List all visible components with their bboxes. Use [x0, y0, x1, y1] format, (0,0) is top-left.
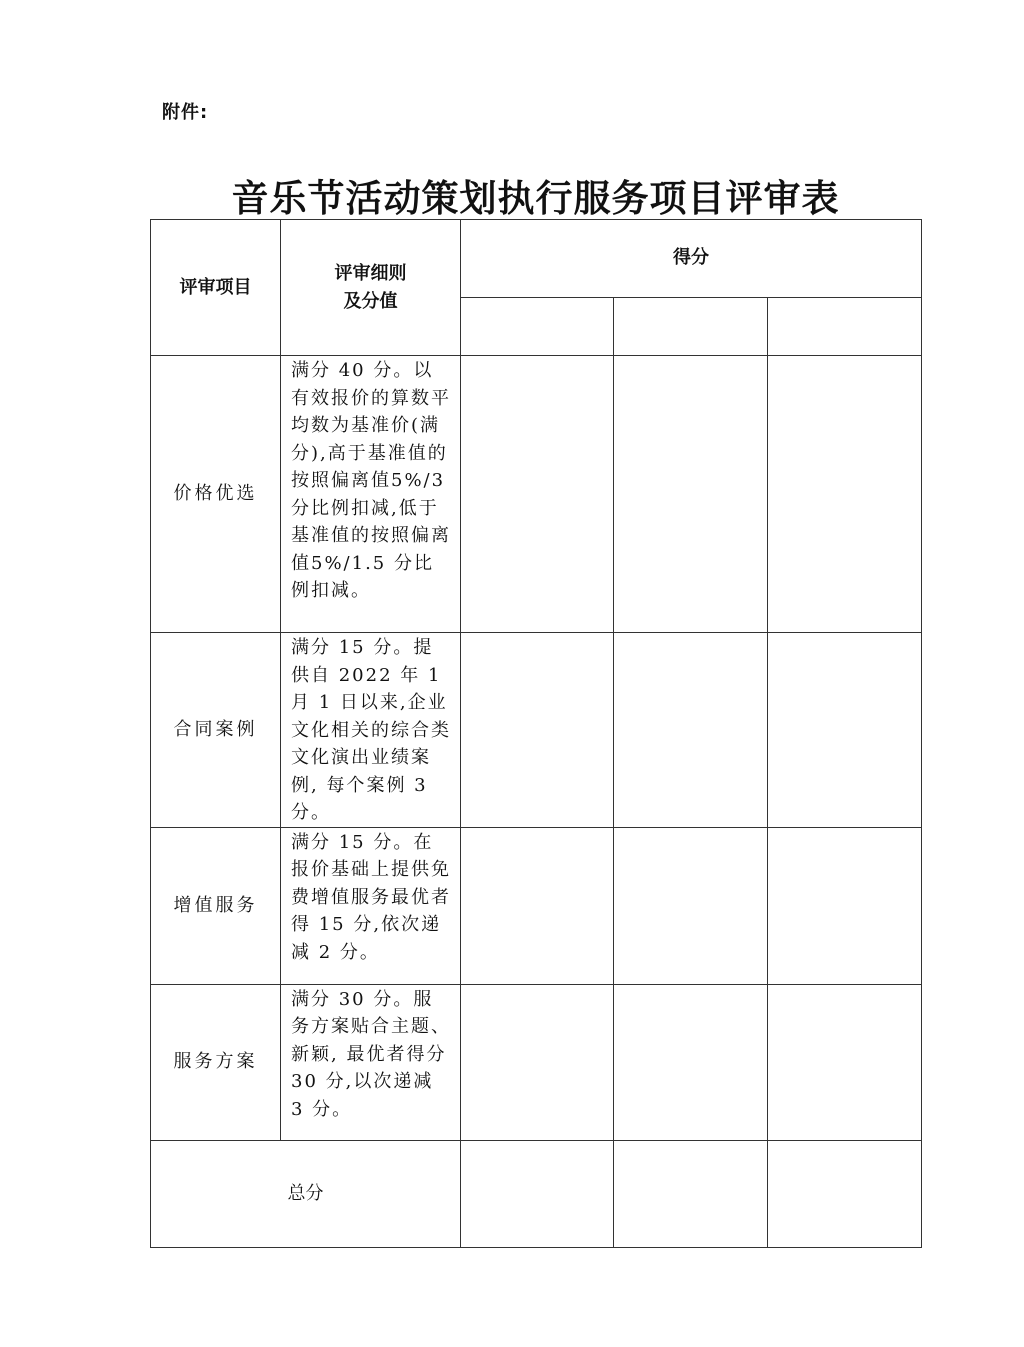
table-row — [151, 827, 922, 984]
score-column-cell[interactable] — [768, 298, 922, 356]
score-cell[interactable] — [461, 633, 614, 828]
score-column-cell[interactable] — [461, 298, 614, 356]
table-row — [151, 984, 922, 1140]
score-cell[interactable] — [461, 827, 614, 984]
score-cell[interactable] — [768, 633, 922, 828]
table-row — [151, 633, 922, 828]
header-score: 得分 — [461, 220, 922, 298]
header-rule-line2: 及分值 — [343, 290, 398, 312]
header-row — [151, 220, 922, 298]
score-cell[interactable] — [461, 356, 614, 633]
score-cell[interactable] — [614, 984, 768, 1140]
review-item-cell: 服务方案 — [151, 984, 281, 1140]
review-item-cell: 合同案例 — [151, 633, 281, 828]
total-score-cell[interactable] — [461, 1140, 614, 1247]
header-rule-line1: 评审细则 — [334, 263, 407, 284]
review-item-cell: 价格优选 — [151, 356, 281, 633]
header-review-item: 评审项目 — [151, 220, 281, 356]
table-row — [151, 356, 922, 633]
review-rule-cell: 满分 40 分。以有效报价的算数平均数为基准价(满分),高于基准值的按照偏离值5%/3 分比例扣减,低于基准值的按照偏离值5%/1.5 分比例扣减。 — [281, 356, 461, 633]
review-rule-cell: 满分 30 分。服务方案贴合主题、新颖, 最优者得分 30 分,以次递减 3 分。 — [281, 984, 461, 1140]
review-rule-cell: 满分 15 分。提供自 2022 年 1 月 1 日以来,企业文化相关的综合类文化演出业绩案例, 每个案例 3 分。 — [281, 633, 461, 828]
score-cell[interactable] — [614, 633, 768, 828]
total-row — [151, 1140, 922, 1247]
total-score-cell[interactable] — [768, 1140, 922, 1247]
header-review-rule — [281, 220, 461, 356]
score-cell[interactable] — [614, 356, 768, 633]
total-score-cell[interactable] — [614, 1140, 768, 1247]
score-cell[interactable] — [614, 827, 768, 984]
attachment-label: 附件: — [162, 102, 209, 123]
score-column-cell[interactable] — [614, 298, 768, 356]
document-title: 音乐节活动策划执行服务项目评审表 — [231, 176, 840, 220]
review-rule-cell: 满分 15 分。在报价基础上提供免费增值服务最优者得 15 分,依次递减 2 分。 — [281, 827, 461, 984]
total-label: 总分 — [151, 1140, 461, 1247]
score-cell[interactable] — [768, 827, 922, 984]
score-cell[interactable] — [768, 984, 922, 1140]
score-cell[interactable] — [768, 356, 922, 633]
review-item-cell: 增值服务 — [151, 827, 281, 984]
review-table — [150, 219, 922, 1248]
score-cell[interactable] — [461, 984, 614, 1140]
